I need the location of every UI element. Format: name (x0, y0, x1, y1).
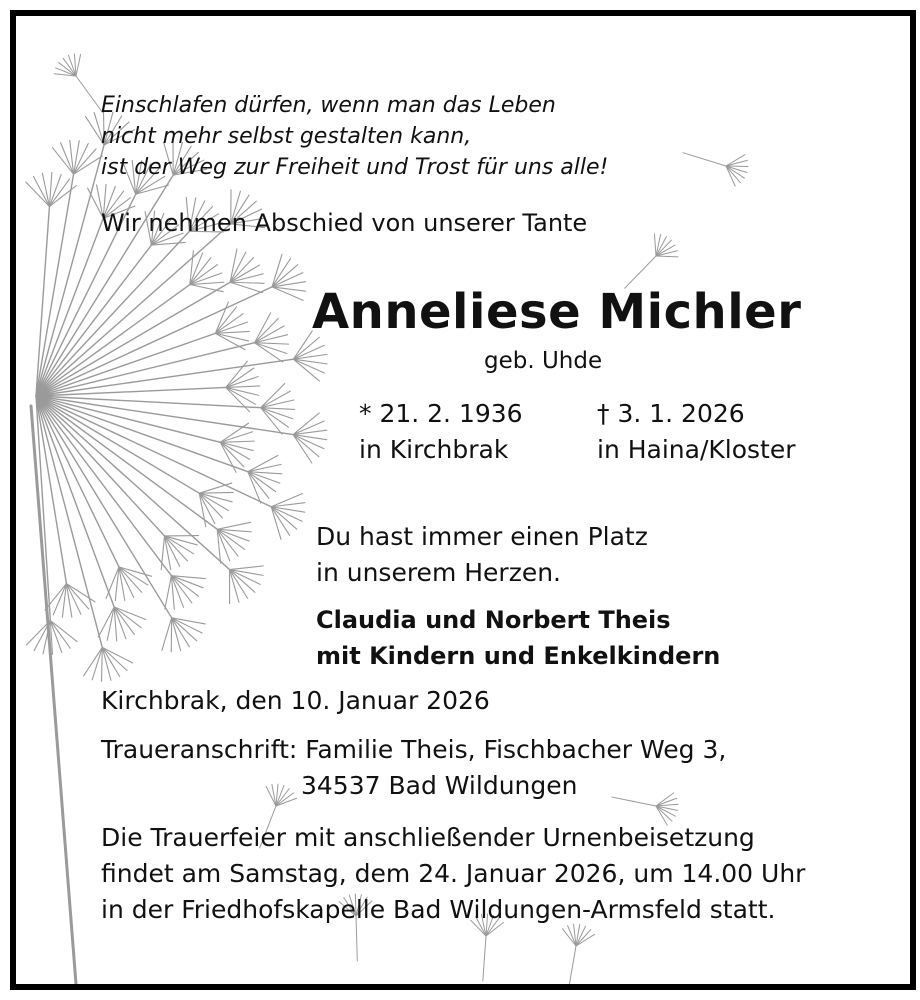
service-line-3: in der Friedhofskapelle Bad Wildungen-Armsfeld statt. (101, 895, 776, 924)
service-line-1: Die Trauerfeier mit anschließender Urnenbeisetzung (101, 823, 755, 852)
motto (101, 90, 608, 183)
death-place: in Haina/Kloster (597, 435, 796, 464)
quote (316, 519, 648, 591)
funeral-service-info (101, 820, 805, 928)
quote-line-2: in unserem Herzen. (316, 558, 561, 587)
birth-date: * 21. 2. 1936 (359, 399, 523, 428)
place-date: Kirchbrak, den 10. Januar 2026 (101, 686, 490, 715)
death-date: † 3. 1. 2026 (597, 399, 745, 428)
intro-text: Wir nehmen Abschied von unserer Tante (101, 209, 588, 237)
obituary-notice (10, 10, 916, 990)
service-line-2: findet am Samstag, dem 24. Januar 2026, um 14.00 Uhr (101, 859, 806, 888)
mourners-line-1: Claudia und Norbert Theis (316, 606, 671, 634)
quote-line-1: Du hast immer einen Platz (316, 522, 648, 551)
deceased-name: Anneliese Michler (312, 284, 802, 340)
mourners (316, 602, 720, 674)
address-line-2: 34537 Bad Wildungen (301, 771, 578, 800)
birth-name: geb. Uhde (484, 348, 603, 374)
motto-line-1: Einschlafen dürfen, wenn man das Leben (101, 93, 556, 118)
address-line-1: Traueranschrift: Familie Theis, Fischbacher Weg 3, (101, 735, 727, 764)
mourning-address (101, 732, 726, 804)
birth-place: in Kirchbrak (359, 435, 509, 464)
motto-line-2: nicht mehr selbst gestalten kann, (101, 124, 472, 149)
mourners-line-2: mit Kindern und Enkelkindern (316, 642, 721, 670)
motto-line-3: ist der Weg zur Freiheit und Trost für uns alle! (101, 155, 609, 180)
